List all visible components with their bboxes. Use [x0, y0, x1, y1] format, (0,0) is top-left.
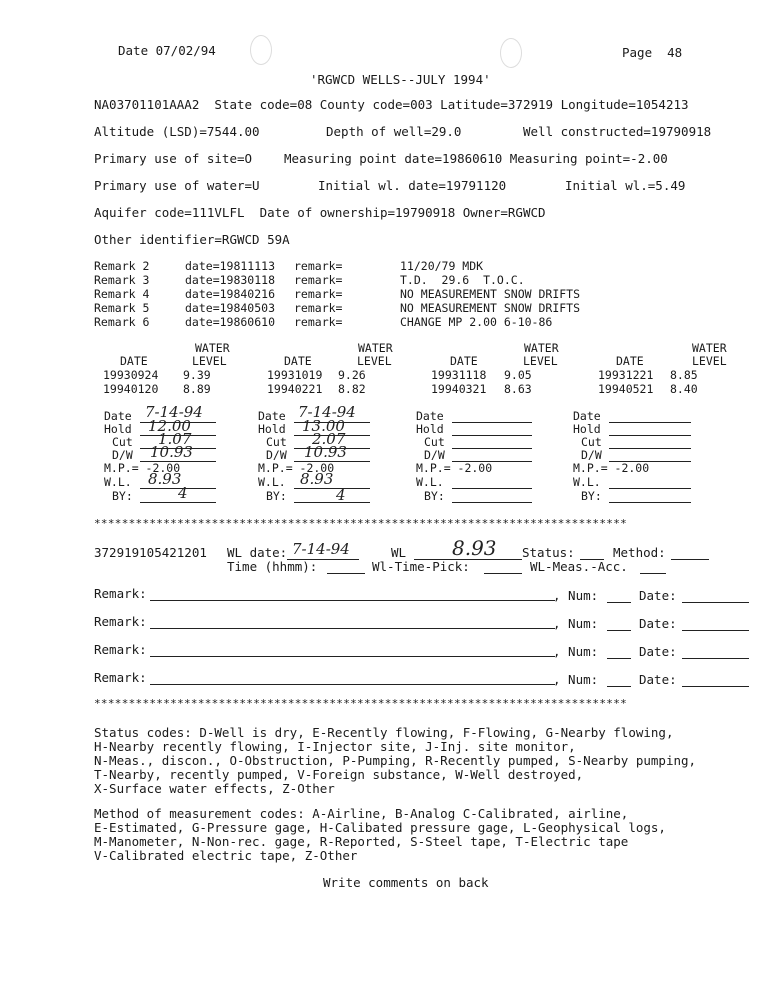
- primary-use-water: Primary use of water=U: [94, 178, 260, 193]
- remark-num-field[interactable]: [607, 630, 631, 631]
- form-by-field[interactable]: [452, 502, 532, 503]
- handwritten-hold: 13.00: [302, 417, 345, 435]
- form-hold-label: Hold: [104, 422, 132, 436]
- level-date: 19940221: [267, 382, 323, 396]
- aquifer-code: Aquifer code=111VLFL Date of ownership=19790918 Owner=RGWCD: [94, 205, 546, 220]
- level-value: 8.63: [504, 382, 532, 396]
- remark-num-field[interactable]: [607, 686, 631, 687]
- remark-line-field[interactable]: [150, 628, 555, 629]
- form-by-field[interactable]: [294, 502, 370, 503]
- remark-label: Remark 6: [94, 315, 150, 329]
- remark-key: remark=: [294, 301, 343, 315]
- star-separator: *****************************************************************************: [94, 517, 628, 530]
- form-date-field[interactable]: [452, 422, 532, 423]
- remark-line-label: Remark:: [94, 586, 147, 601]
- handwritten-cut: 2.07: [312, 430, 346, 448]
- header-date: DATE: [616, 354, 644, 368]
- remark-date: date=19860610: [185, 315, 276, 329]
- level-date: 19931019: [267, 368, 323, 382]
- remark-label: Remark 3: [94, 273, 150, 287]
- wl-date-label: WL date:: [227, 545, 288, 560]
- level-date: 19930924: [103, 368, 159, 382]
- site-line-1: NA03701101AAA2 State code=08 County code=003 Latitude=372919 Longitude=1054213: [94, 97, 689, 112]
- method-label: Method:: [613, 545, 666, 560]
- remark-date-label: Date:: [639, 644, 677, 659]
- method-codes-line: Method of measurement codes: A-Airline, B-Analog C-Calibrated, airline,: [94, 806, 629, 821]
- handwritten-wl: 8.93: [300, 470, 334, 488]
- page-number: Page 48: [622, 45, 683, 60]
- level-date: 19931221: [598, 368, 654, 382]
- status-codes-line: N-Meas., discon., O-Obstruction, P-Pumping, R-Recently pumped, S-Nearby pumping,: [94, 753, 697, 768]
- remark-text: 11/20/79 MDK: [400, 259, 484, 273]
- level-date: 19940120: [103, 382, 159, 396]
- form-wl-label: W.L.: [104, 475, 132, 489]
- form-mp-label: M.P.= -2.00: [573, 461, 650, 475]
- meas-acc-label: WL-Meas.-Acc.: [530, 559, 628, 574]
- form-cut-label: Cut: [112, 435, 133, 449]
- form-wl-label: W.L.: [573, 475, 601, 489]
- handwritten-hold: 12.00: [148, 417, 191, 435]
- method-codes-line: M-Manometer, N-Non-rec. gage, R-Reported, S-Steel tape, T-Electric tape: [94, 834, 629, 849]
- method-codes-line: V-Calibrated electric tape, Z-Other: [94, 848, 358, 863]
- form-dw-label: D/W: [266, 448, 287, 462]
- level-date: 19940521: [598, 382, 654, 396]
- header-level: LEVEL: [692, 354, 727, 368]
- well-constructed: Well constructed=19790918: [523, 124, 712, 139]
- header-water: WATER: [524, 341, 559, 355]
- altitude: Altitude (LSD)=7544.00: [94, 124, 260, 139]
- form-mp-label: M.P.= -2.00: [104, 461, 181, 475]
- form-by-label: BY:: [581, 489, 602, 503]
- header-water: WATER: [358, 341, 393, 355]
- time-label: Time (hhmm):: [227, 559, 318, 574]
- remark-label: Remark 5: [94, 301, 150, 315]
- form-date-label: Date: [416, 409, 444, 423]
- remark-date-field[interactable]: [682, 602, 749, 603]
- form-dw-label: D/W: [581, 448, 602, 462]
- primary-use-site: Primary use of site=O: [94, 151, 253, 166]
- remark-date: date=19840503: [185, 301, 276, 315]
- remark-text: NO MEASUREMENT SNOW DRIFTS: [400, 287, 581, 301]
- form-dw-label: D/W: [424, 448, 445, 462]
- form-by-label: BY:: [266, 489, 287, 503]
- remark-label: Remark 4: [94, 287, 150, 301]
- remark-date-label: Date:: [639, 672, 677, 687]
- form-hold-label: Hold: [258, 422, 286, 436]
- form-cut-field[interactable]: [452, 448, 532, 449]
- form-wl-label: W.L.: [416, 475, 444, 489]
- remark-key: remark=: [294, 273, 343, 287]
- handwritten-wl-date: 7-14-94: [292, 540, 350, 558]
- remark-line-field[interactable]: [150, 656, 555, 657]
- level-value: 8.89: [183, 382, 211, 396]
- level-value: 9.26: [338, 368, 366, 382]
- remark-num-label: , Num:: [553, 672, 599, 687]
- remark-line-field[interactable]: [150, 684, 555, 685]
- page-title: 'RGWCD WELLS--JULY 1994': [310, 72, 491, 87]
- remark-key: remark=: [294, 287, 343, 301]
- remark-date-field[interactable]: [682, 658, 749, 659]
- form-wl-field[interactable]: [294, 488, 370, 489]
- remark-line-field[interactable]: [150, 600, 555, 601]
- header-date: DATE: [450, 354, 478, 368]
- header-date: Date 07/02/94: [118, 43, 216, 58]
- method-codes-line: E-Estimated, G-Pressure gage, H-Calibated pressure gage, L-Geophysical logs,: [94, 820, 666, 835]
- handwritten-dw: 10.93: [150, 443, 193, 461]
- time-pick-field[interactable]: [484, 573, 522, 574]
- level-value: 8.82: [338, 382, 366, 396]
- remark-key: remark=: [294, 259, 343, 273]
- level-date: 19931118: [431, 368, 487, 382]
- status-codes-line: T-Nearby, recently pumped, V-Foreign substance, W-Well destroyed,: [94, 767, 584, 782]
- handwritten-cut: 1.07: [158, 430, 192, 448]
- header-date: DATE: [284, 354, 312, 368]
- header-date: DATE: [120, 354, 148, 368]
- remark-text: T.D. 29.6 T.O.C.: [400, 273, 525, 287]
- level-date: 19940321: [431, 382, 487, 396]
- handwritten-date: 7-14-94: [298, 403, 356, 421]
- level-value: 8.85: [670, 368, 698, 382]
- form-wl-field[interactable]: [452, 488, 532, 489]
- header-water: WATER: [692, 341, 727, 355]
- form-mp-label: M.P.= -2.00: [416, 461, 493, 475]
- status-codes-line: X-Surface water effects, Z-Other: [94, 781, 335, 796]
- form-date-label: Date: [104, 409, 132, 423]
- punch-hole-mark: [500, 38, 522, 68]
- level-value: 8.40: [670, 382, 698, 396]
- form-dw-label: D/W: [112, 448, 133, 462]
- remark-date: date=19811113: [185, 259, 276, 273]
- status-codes-line: H-Nearby recently flowing, I-Injector site, J-Inj. site monitor,: [94, 739, 576, 754]
- method-field[interactable]: [671, 559, 709, 560]
- form-wl-label: W.L.: [258, 475, 286, 489]
- handwritten-date: 7-14-94: [145, 403, 203, 421]
- meas-acc-field[interactable]: [640, 573, 666, 574]
- status-label: Status:: [522, 545, 575, 560]
- remark-key: remark=: [294, 315, 343, 329]
- remark-date: date=19830118: [185, 273, 276, 287]
- depth-of-well: Depth of well=29.0: [326, 124, 462, 139]
- wl-label: WL: [391, 545, 407, 560]
- remark-date-field[interactable]: [682, 630, 749, 631]
- initial-wl-date: Initial wl. date=19791120: [318, 178, 507, 193]
- form-hold-field[interactable]: [609, 435, 691, 436]
- remark-num-field[interactable]: [607, 602, 631, 603]
- site-id: 372919105421201: [94, 545, 207, 560]
- footer-note: Write comments on back: [323, 875, 489, 890]
- form-wl-field[interactable]: [609, 488, 691, 489]
- form-by-label: BY:: [424, 489, 445, 503]
- level-value: 9.05: [504, 368, 532, 382]
- header-level: LEVEL: [523, 354, 558, 368]
- remark-line-label: Remark:: [94, 642, 147, 657]
- form-hold-field[interactable]: [452, 435, 532, 436]
- other-identifier: Other identifier=RGWCD 59A: [94, 232, 290, 247]
- remark-date: date=19840216: [185, 287, 276, 301]
- remark-num-label: , Num:: [553, 616, 599, 631]
- measuring-point: Measuring point date=19860610 Measuring point=-2.00: [284, 151, 668, 166]
- form-date-label: Date: [258, 409, 286, 423]
- status-codes-line: Status codes: D-Well is dry, E-Recently flowing, F-Flowing, G-Nearby flowing,: [94, 725, 674, 740]
- level-value: 9.39: [183, 368, 211, 382]
- form-mp-label: M.P.= -2.00: [258, 461, 335, 475]
- header-level: LEVEL: [192, 354, 227, 368]
- form-hold-label: Hold: [573, 422, 601, 436]
- handwritten-wl: 8.93: [452, 536, 497, 560]
- remark-num-field[interactable]: [607, 658, 631, 659]
- header-level: LEVEL: [357, 354, 392, 368]
- form-by-field[interactable]: [609, 502, 691, 503]
- remark-num-label: , Num:: [553, 588, 599, 603]
- remark-num-label: , Num:: [553, 644, 599, 659]
- time-pick-label: Wl-Time-Pick:: [372, 559, 470, 574]
- star-separator: *****************************************************************************: [94, 697, 628, 710]
- handwritten-initials: 4: [178, 484, 188, 502]
- remark-date-label: Date:: [639, 616, 677, 631]
- form-by-field[interactable]: [140, 502, 216, 503]
- form-hold-label: Hold: [416, 422, 444, 436]
- remark-text: CHANGE MP 2.00 6-10-86: [400, 315, 553, 329]
- time-field[interactable]: [327, 573, 365, 574]
- remark-line-label: Remark:: [94, 614, 147, 629]
- form-by-label: BY:: [112, 489, 133, 503]
- form-cut-label: Cut: [581, 435, 602, 449]
- handwritten-wl: 8.93: [148, 470, 182, 488]
- remark-line-label: Remark:: [94, 670, 147, 685]
- handwritten-dw: 10.93: [304, 443, 347, 461]
- form-cut-label: Cut: [266, 435, 287, 449]
- form-cut-field[interactable]: [609, 448, 691, 449]
- remark-date-field[interactable]: [682, 686, 749, 687]
- form-cut-label: Cut: [424, 435, 445, 449]
- form-date-field[interactable]: [609, 422, 691, 423]
- form-date-label: Date: [573, 409, 601, 423]
- remark-text: NO MEASUREMENT SNOW DRIFTS: [400, 301, 581, 315]
- header-water: WATER: [195, 341, 230, 355]
- remark-label: Remark 2: [94, 259, 150, 273]
- handwritten-initials: 4: [336, 486, 346, 504]
- initial-wl: Initial wl.=5.49: [565, 178, 686, 193]
- punch-hole-mark: [250, 35, 272, 65]
- remark-date-label: Date:: [639, 588, 677, 603]
